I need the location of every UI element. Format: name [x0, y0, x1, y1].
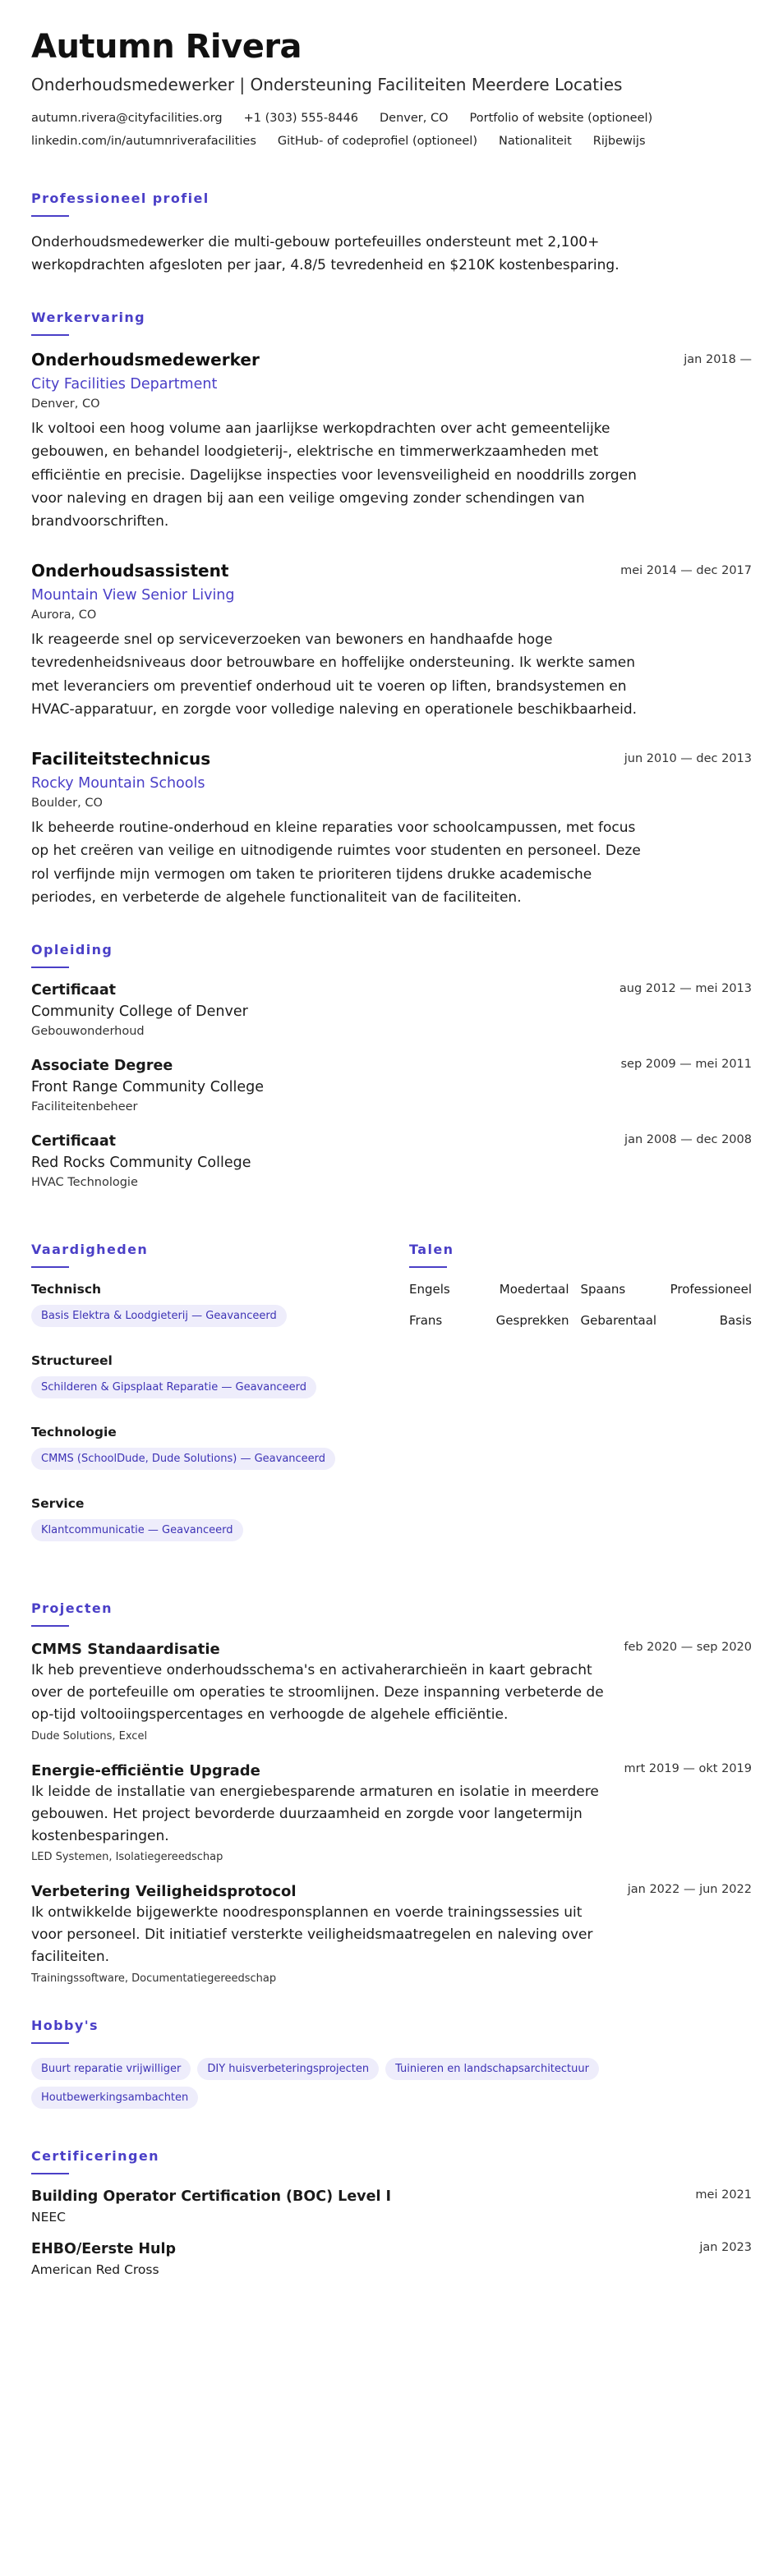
hobbies-heading: Hobby's [31, 2018, 752, 2033]
hobbies-section [31, 2018, 752, 2115]
education-date: sep 2009 — mei 2011 [620, 1057, 752, 1071]
education-school: Front Range Community College [31, 1078, 264, 1095]
project-description: Ik heb preventieve onderhoudsschema's en activaherarchieën in kaart gebracht over de portefeuille om operaties te stroomlijnen. Deze inspanning verbeterde de op-tijd voltooiingspercentages en verhoogde de algehele efficiëntie. [31, 1661, 604, 1724]
education-date: aug 2012 — mei 2013 [619, 981, 752, 995]
hobby-pill: DIY huisverbeteringsprojecten [197, 2058, 379, 2080]
education-field: HVAC Technologie [31, 1175, 138, 1189]
job-date: mei 2014 — dec 2017 [620, 564, 752, 578]
education-entry [31, 1058, 752, 1114]
education-field: Faciliteitenbeheer [31, 1100, 138, 1114]
certification-entry [31, 2188, 752, 2225]
contact-location: Denver, CO [380, 112, 449, 125]
contact-phone[interactable]: +1 (303) 555-8446 [243, 112, 359, 125]
hobby-pill: Tuinieren en landschapsarchitectuur [385, 2058, 599, 2080]
skill-category: Technologie [31, 1424, 117, 1440]
project-description: Ik ontwikkelde bijgewerkte noodresponsplannen en voerde trainingssessies uit voor personeel. Dit initiatief versterkte veiligheidsmaatregelen en naleving over faciliteiten. [31, 1904, 593, 1966]
education-entry [31, 982, 752, 1038]
language-level: Moedertaal [499, 1281, 569, 1297]
skill-pill: CMMS (SchoolDude, Dude Solutions) — Geavanceerd [31, 1448, 335, 1470]
education-field: Gebouwonderhoud [31, 1024, 145, 1038]
skills-heading: Vaardigheden [31, 1242, 409, 1257]
candidate-name: Autumn Rivera [31, 28, 302, 66]
language-name: Frans [409, 1312, 443, 1328]
skill-group [31, 1425, 409, 1476]
job-location: Boulder, CO [31, 797, 103, 810]
job-description: Ik reageerde snel op serviceverzoeken van bewoners en handhaafde hoge tevredenheidsniveaus door betrouwbare en hoffelijke ondersteuning. Ik werkte samen met leveranciers om preventief onderhoud uit te voeren op liften, brandsystemen en HVAC-apparatuur, en zorgde voor volledige naleving en operationele beschikbaarheid. [31, 631, 638, 718]
education-degree: Associate Degree [31, 1057, 173, 1074]
education-date: jan 2008 — dec 2008 [624, 1132, 752, 1146]
language-name: Spaans [580, 1281, 626, 1297]
education-school: Community College of Denver [31, 1003, 248, 1020]
certification-issuer: American Red Cross [31, 2261, 159, 2277]
job-title: Faciliteitstechnicus [31, 749, 211, 769]
skill-category: Technisch [31, 1281, 102, 1297]
contact-github[interactable]: GitHub- of codeprofiel (optioneel) [277, 135, 477, 148]
project-title: CMMS Standaardisatie [31, 1640, 220, 1658]
project-tech: Dude Solutions, Excel [31, 1729, 148, 1743]
certification-date: jan 2023 [699, 2240, 752, 2254]
job-location: Aurora, CO [31, 608, 97, 622]
certifications-section [31, 2148, 752, 2277]
hobbies-list [31, 2058, 752, 2115]
certification-name: Building Operator Certification (BOC) Level I [31, 2188, 392, 2205]
language-level: Basis [719, 1312, 752, 1328]
language-name: Engels [409, 1281, 450, 1297]
project-tech: Trainingssoftware, Documentatiegereedschap [31, 1972, 277, 1985]
contact-linkedin[interactable]: linkedin.com/in/autumnriverafacilities [31, 135, 256, 148]
certification-entry [31, 2241, 752, 2277]
project-date: feb 2020 — sep 2020 [624, 1640, 752, 1654]
certification-issuer: NEEC [31, 2209, 67, 2225]
skill-pill: Klantcommunicatie — Geavanceerd [31, 1519, 243, 1541]
languages-heading: Talen [409, 1242, 752, 1257]
job-entry [31, 749, 752, 909]
education-section [31, 942, 752, 1189]
skill-group [31, 1282, 409, 1334]
job-company: Rocky Mountain Schools [31, 775, 205, 792]
project-entry [31, 1762, 752, 1864]
job-title: Onderhoudsassistent [31, 561, 229, 581]
certification-name: EHBO/Eerste Hulp [31, 2240, 177, 2257]
contact-portfolio[interactable]: Portfolio of website (optioneel) [469, 112, 653, 125]
education-heading: Opleiding [31, 942, 752, 957]
job-company: City Facilities Department [31, 376, 218, 393]
projects-heading: Projecten [31, 1600, 752, 1616]
skill-group [31, 1353, 409, 1405]
contact-nationality: Nationaliteit [498, 135, 572, 148]
job-company: Mountain View Senior Living [31, 587, 235, 604]
job-description: Ik beheerde routine-onderhoud en kleine reparaties voor schoolcampussen, met focus op het creëren van veilige en uitnodigende ruimtes voor studenten en personeel. Deze rol verfijnde mijn vermogen om taken te prioriteren tijdens drukke academische periodes, en verbeterde de algehele functionaliteit van de faciliteiten. [31, 820, 641, 906]
skills-languages-row [31, 1209, 752, 1568]
resume-header [31, 28, 752, 158]
language-level: Gesprekken [495, 1312, 569, 1328]
projects-section [31, 1600, 752, 1985]
job-description: Ik voltooi een hoog volume aan jaarlijkse werkopdrachten over acht gemeentelijke gebouwen, en behandel loodgieterij-, elektrische en timmerwerkzaamheden met efficiëntie en precisie. Dagelijkse inspecties voor levensveiligheid en nooddrills zorgen voor naleving en dragen bij aan een veilige omgeving zonder schendingen van brandvoorschriften. [31, 420, 637, 530]
profile-heading: Professioneel profiel [31, 191, 752, 206]
skill-pill: Schilderen & Gipsplaat Reparatie — Geavanceerd [31, 1376, 316, 1398]
language-level: Professioneel [670, 1281, 752, 1297]
hobby-pill: Buurt reparatie vrijwilliger [31, 2058, 191, 2080]
skill-category: Service [31, 1495, 85, 1511]
project-description: Ik leidde de installatie van energiebesparende armaturen en isolatie in meerdere gebouwen. Het project bevorderde duurzaamheid en zorgde voor langetermijn kostenbesparingen. [31, 1783, 599, 1844]
project-title: Verbetering Veiligheidsprotocol [31, 1883, 297, 1901]
job-entry [31, 350, 752, 533]
skills-section [31, 1209, 409, 1568]
skill-pill: Basis Elektra & Loodgieterij — Geavanceerd [31, 1305, 287, 1327]
experience-heading: Werkervaring [31, 310, 752, 325]
contact-info [31, 112, 752, 158]
job-date: jan 2018 — [684, 353, 752, 367]
job-title: Onderhoudsmedewerker [31, 350, 260, 370]
job-date: jun 2010 — dec 2013 [624, 752, 752, 766]
job-location: Denver, CO [31, 397, 100, 411]
candidate-tagline: Onderhoudsmedewerker | Ondersteuning Faciliteiten Meerdere Locaties [31, 75, 623, 94]
education-school: Red Rocks Community College [31, 1154, 251, 1171]
skill-category: Structureel [31, 1352, 113, 1368]
hobby-pill: Houtbewerkingsambachten [31, 2087, 198, 2109]
job-entry [31, 561, 752, 721]
languages-section [409, 1209, 752, 1568]
languages-grid [409, 1282, 752, 1328]
language-name: Gebarentaal [580, 1312, 657, 1328]
project-entry [31, 1883, 752, 1985]
project-date: mrt 2019 — okt 2019 [624, 1761, 752, 1775]
profile-summary: Onderhoudsmedewerker die multi-gebouw portefeuilles ondersteunt met 2,100+ werkopdrachten afgesloten per jaar, 4.8/5 tevredenheid en $210K kostenbesparing. [31, 234, 619, 274]
certification-date: mei 2021 [695, 2188, 752, 2202]
project-entry [31, 1641, 752, 1743]
project-date: jan 2022 — jun 2022 [627, 1883, 752, 1897]
education-entry [31, 1133, 752, 1189]
education-degree: Certificaat [31, 981, 117, 999]
contact-email[interactable]: autumn.rivera@cityfacilities.org [31, 112, 223, 125]
education-degree: Certificaat [31, 1132, 117, 1150]
skill-group [31, 1496, 409, 1548]
contact-license: Rijbewijs [592, 135, 646, 148]
profile-section [31, 191, 752, 277]
project-tech: LED Systemen, Isolatiegereedschap [31, 1851, 223, 1864]
certifications-heading: Certificeringen [31, 2148, 752, 2164]
experience-section [31, 310, 752, 909]
project-title: Energie-efficiëntie Upgrade [31, 1761, 260, 1779]
